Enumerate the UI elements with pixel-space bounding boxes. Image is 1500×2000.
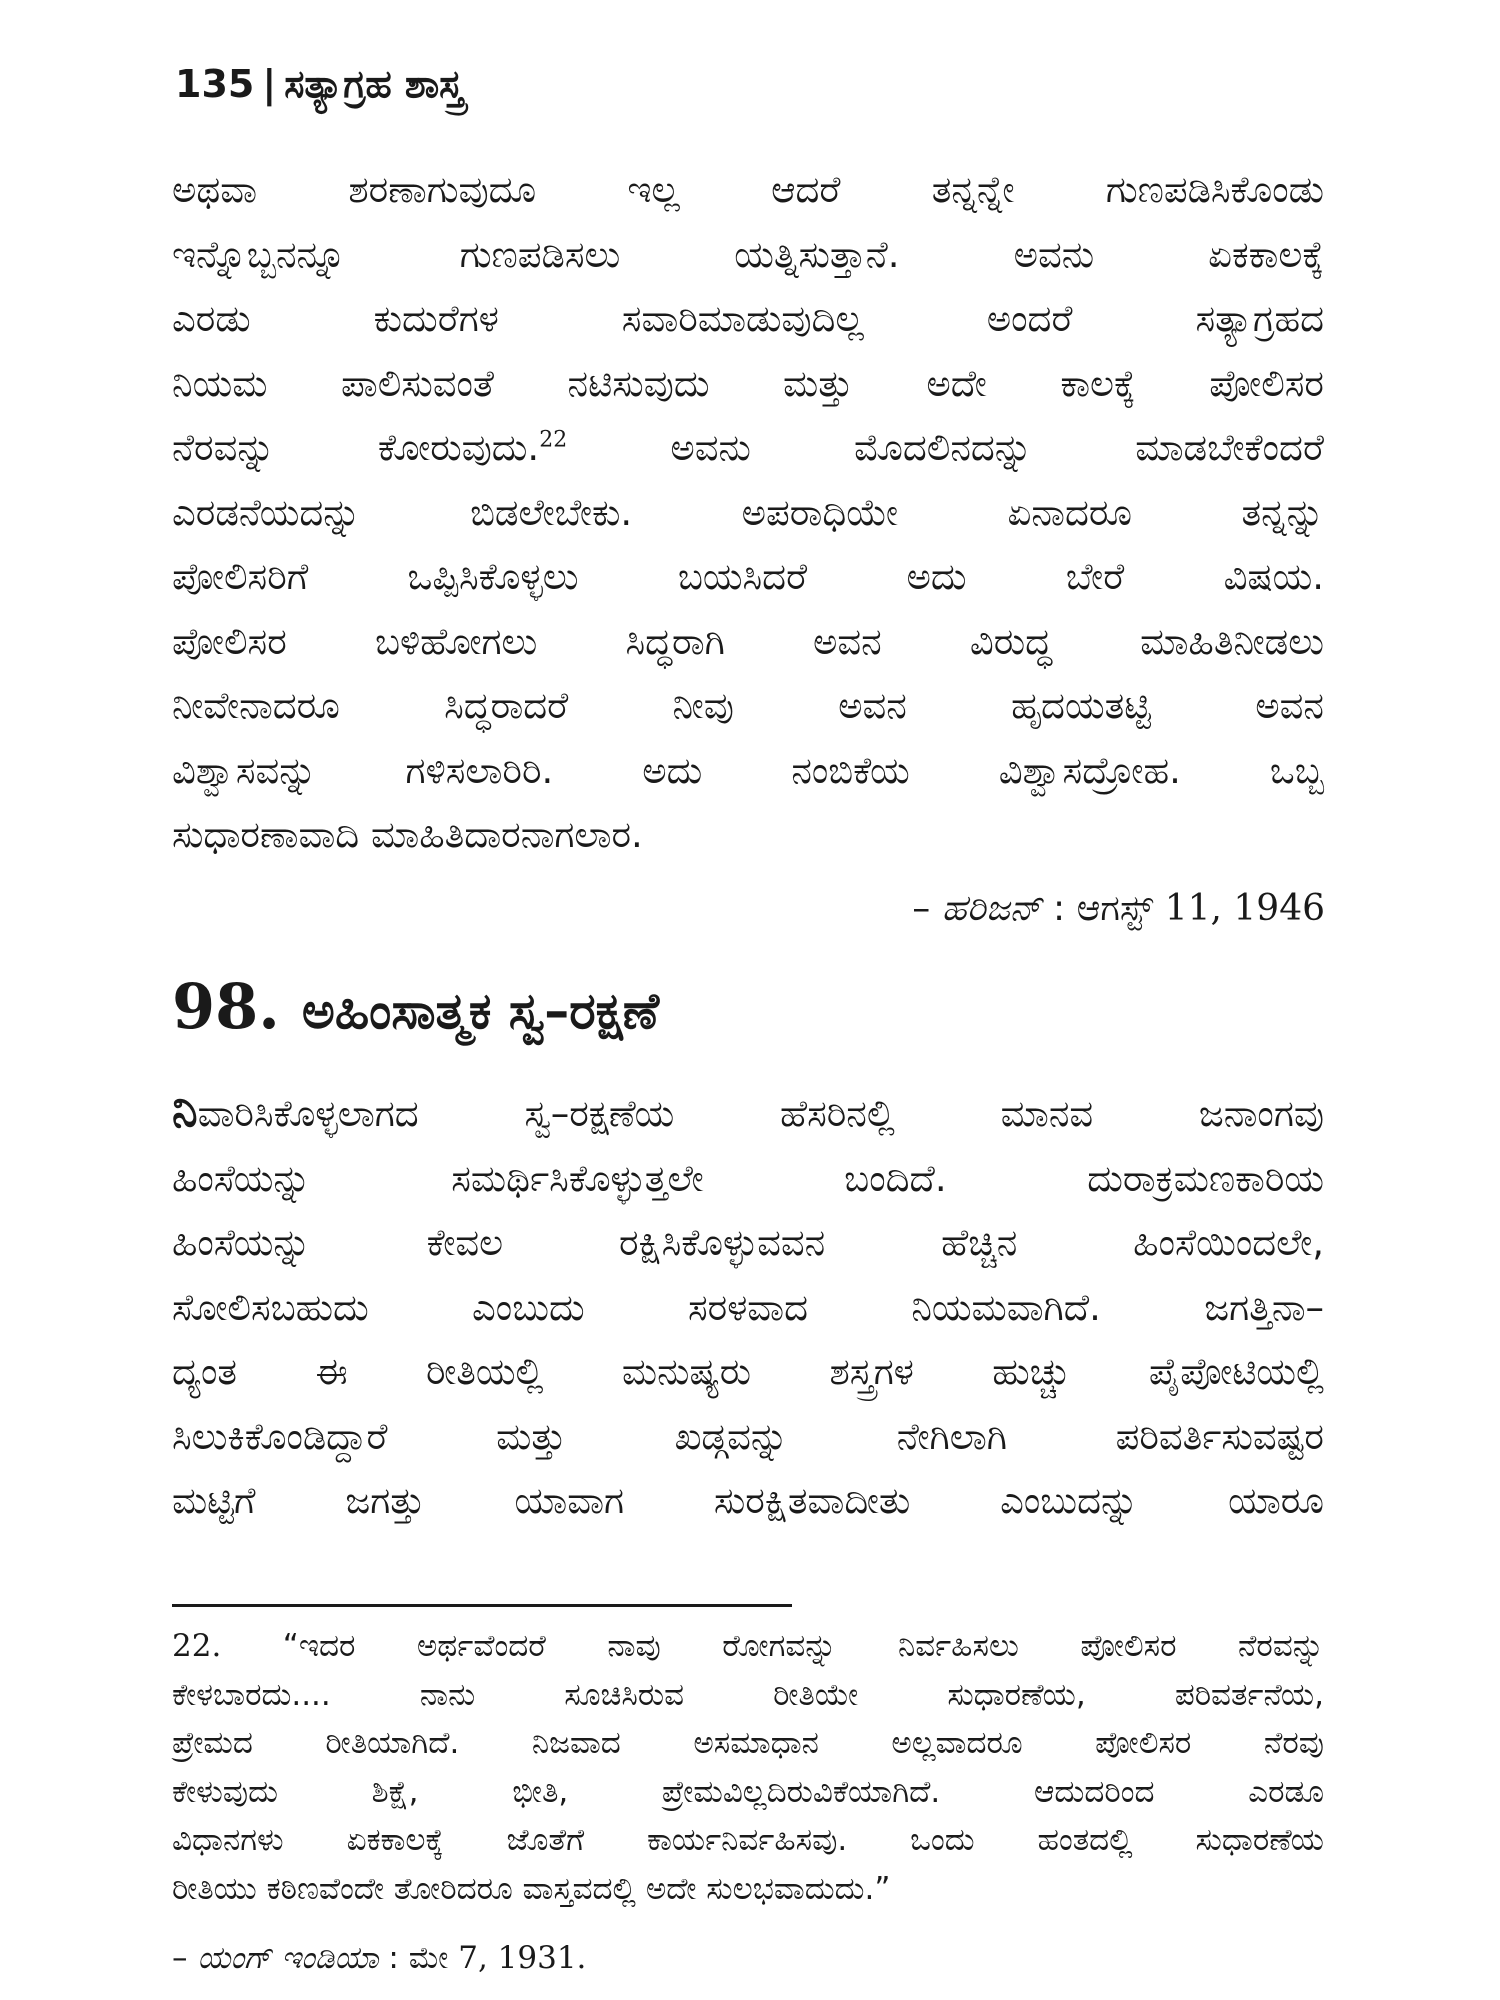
footnote-line: ರೀತಿಯು ಕಠಿಣವೆಂದೇ ತೋರಿದರೂ ವಾಸ್ತವದಲ್ಲಿ ಅದೇ ಸುಲಭವಾದುದು.” — [172, 1870, 891, 1907]
source-citation — [912, 888, 1325, 930]
footnote-line: ವಿಧಾನಗಳು ಏಕಕಾಲಕ್ಕೆ ಜೊತೆಗೆ ಕಾರ್ಯನಿರ್ವಹಿಸವು. ಒಂದು ಹಂತದಲ್ಲಿ ಸುಧಾರಣೆಯ — [172, 1822, 1324, 1858]
citation-dash: – — [172, 1940, 188, 1976]
book-title: ಸತ್ಯಾಗ್ರಹ ಶಾಸ್ತ್ರ — [284, 62, 464, 106]
publication-name: ಹರಿಜನ್ — [941, 888, 1042, 929]
text-line-with-footnote-ref — [172, 416, 1324, 481]
chapter-paragraph — [172, 1078, 1324, 1534]
header-separator: | — [262, 62, 277, 106]
chapter-title: ಅಹಿಂಸಾತ್ಮಕ ಸ್ವ–ರಕ್ಷಣೆ — [301, 982, 660, 1040]
footnote — [172, 1622, 1324, 1913]
text-line: ಇನ್ನೊಬ್ಬನನ್ನೂ ಗುಣಪಡಿಸಲು ಯತ್ನಿಸುತ್ತಾನೆ. ಅವನು ಏಕಕಾಲಕ್ಕೆ — [172, 232, 1324, 276]
text-segment: ವಾರಿಸಿಕೊಳ್ಳಲಾಗದ ಸ್ವ–ರಕ್ಷಣೆಯ ಹೆಸರಿನಲ್ಲಿ ಮಾನವ ಜನಾಂಗವು — [197, 1092, 1324, 1135]
text-line: ಸುಧಾರಣಾವಾದಿ ಮಾಹಿತಿದಾರನಾಗಲಾರ. — [172, 813, 643, 856]
text-line: ಎರಡನೆಯದನ್ನು ಬಿಡಲೇಬೇಕು. ಅಪರಾಧಿಯೇ ಏನಾದರೂ ತನ್ನನ್ನು — [172, 490, 1324, 534]
text-line: ನಿಯಮ ಪಾಲಿಸುವಂತೆ ನಟಿಸುವುದು ಮತ್ತು ಅದೇ ಕಾಲಕ್ಕೆ ಪೋಲಿಸರ — [172, 361, 1324, 405]
footnote-line: ಕೇಳುವುದು ಶಿಕ್ಷೆ, ಭೀತಿ, ಪ್ರೇಮವಿಲ್ಲದಿರುವಿಕೆಯಾಗಿದೆ. ಆದುದರಿಂದ ಎರಡೂ — [172, 1773, 1324, 1810]
text-line: ಹಿಂಸೆಯನ್ನು ಕೇವಲ ರಕ್ಷಿಸಿಕೊಳ್ಳುವವನ ಹೆಚ್ಚಿನ ಹಿಂಸೆಯಿಂದಲೇ, — [172, 1221, 1324, 1264]
text-segment: ನೆರವನ್ನು ಕೋರುವುದು. — [172, 426, 540, 469]
citation-date: 7, 1931. — [458, 1940, 587, 1976]
text-line: ಮಟ್ಟಿಗೆ ಜಗತ್ತು ಯಾವಾಗ ಸುರಕ್ಷಿತವಾದೀತು ಎಂಬುದನ್ನು ಯಾರೂ — [172, 1479, 1324, 1522]
text-line: ಹಿಂಸೆಯನ್ನು ಸಮರ್ಥಿಸಿಕೊಳ್ಳುತ್ತಲೇ ಬಂದಿದೆ. ದುರಾಕ್ರಮಣಕಾರಿಯ — [172, 1156, 1324, 1200]
text-segment: “ಇದರ ಅರ್ಥವೆಂದರೆ ನಾವು ರೋಗವನ್ನು ನಿರ್ವಹಿಸಲು ಪೋಲಿಸರ ನೆರವನ್ನು — [282, 1628, 1324, 1664]
running-header — [175, 62, 464, 107]
chapter-number: 98. — [172, 970, 280, 1043]
text-line: ನೀವೇನಾದರೂ ಸಿದ್ಧರಾದರೆ ನೀವು ಅವನ ಹೃದಯತಟ್ಟಿ ಅವನ — [172, 684, 1324, 727]
first-text-line — [172, 1078, 1324, 1147]
footnote-number: 22. — [172, 1628, 222, 1664]
drop-cap: ನಿ — [172, 1083, 198, 1137]
citation-month: ಆಗಸ್ಟ್ — [1076, 888, 1154, 929]
paragraph-continued — [172, 158, 1324, 868]
footnote-citation — [172, 1940, 586, 1977]
text-segment: ಅವನು ಮೊದಲಿನದನ್ನು ಮಾಡಬೇಕೆಂದರೆ — [670, 426, 1324, 469]
footnote-divider — [172, 1604, 792, 1607]
citation-month: ಮೇ — [408, 1940, 449, 1976]
footnote-reference[interactable]: 22 — [539, 427, 568, 453]
text-line: ಪೋಲಿಸರಿಗೆ ಒಪ್ಪಿಸಿಕೊಳ್ಳಲು ಬಯಸಿದರೆ ಅದು ಬೇರೆ ವಿಷಯ. — [172, 555, 1324, 598]
text-line: ಸೋಲಿಸಬಹುದು ಎಂಬುದು ಸರಳವಾದ ನಿಯಮವಾಗಿದೆ. ಜಗತ್ತಿನಾ– — [172, 1285, 1324, 1329]
page-number: 135 — [175, 62, 255, 106]
text-line: ಅಥವಾ ಶರಣಾಗುವುದೂ ಇಲ್ಲ ಆದರೆ ತನ್ನನ್ನೇ ಗುಣಪಡಿಸಿಕೊಂಡು — [172, 168, 1324, 211]
footnote-line: ಪ್ರೇಮದ ರೀತಿಯಾಗಿದೆ. ನಿಜವಾದ ಅಸಮಾಧಾನ ಅಲ್ಲವಾದರೂ ಪೋಲಿಸರ ನೆರವು — [172, 1725, 1324, 1761]
text-line: ಸಿಲುಕಿಕೊಂಡಿದ್ದಾರೆ ಮತ್ತು ಖಡ್ಗವನ್ನು ನೇಗಿಲಾಗಿ ಪರಿವರ್ತಿಸುವಷ್ಟರ — [172, 1414, 1324, 1458]
citation-colon: : — [1053, 888, 1066, 929]
citation-dash: – — [912, 888, 931, 929]
citation-date: 11, 1946 — [1164, 888, 1325, 929]
text-line: ಪೋಲಿಸರ ಬಳಿಹೋಗಲು ಸಿದ್ಧರಾಗಿ ಅವನ ವಿರುದ್ಧ ಮಾಹಿತಿನೀಡಲು — [172, 619, 1324, 663]
footnote-line: ಕೇಳಬಾರದು.... ನಾನು ಸೂಚಿಸಿರುವ ರೀತಿಯೇ ಸುಧಾರಣೆಯ, ಪರಿವರ್ತನೆಯ, — [172, 1676, 1324, 1713]
text-line: ದ್ಯಂತ ಈ ರೀತಿಯಲ್ಲಿ ಮನುಷ್ಯರು ಶಸ್ತ್ರಗಳ ಹುಚ್ಚು ಪೈಪೋಟಿಯಲ್ಲಿ — [172, 1350, 1324, 1393]
text-line: ವಿಶ್ವಾಸವನ್ನು ಗಳಿಸಲಾರಿರಿ. ಅದು ನಂಬಿಕೆಯ ವಿಶ್ವಾಸದ್ರೋಹ. ಒಬ್ಬ — [172, 748, 1324, 792]
text-line: ಎರಡು ಕುದುರೆಗಳ ಸವಾರಿಮಾಡುವುದಿಲ್ಲ ಅಂದರೆ ಸತ್ಯಾಗ್ರಹದ — [172, 297, 1324, 340]
chapter-heading — [172, 970, 659, 1043]
publication-name: ಯಂಗ್ ಇಂಡಿಯಾ — [197, 1940, 379, 1976]
citation-colon: : — [388, 1940, 399, 1976]
footnote-line — [172, 1622, 1324, 1671]
